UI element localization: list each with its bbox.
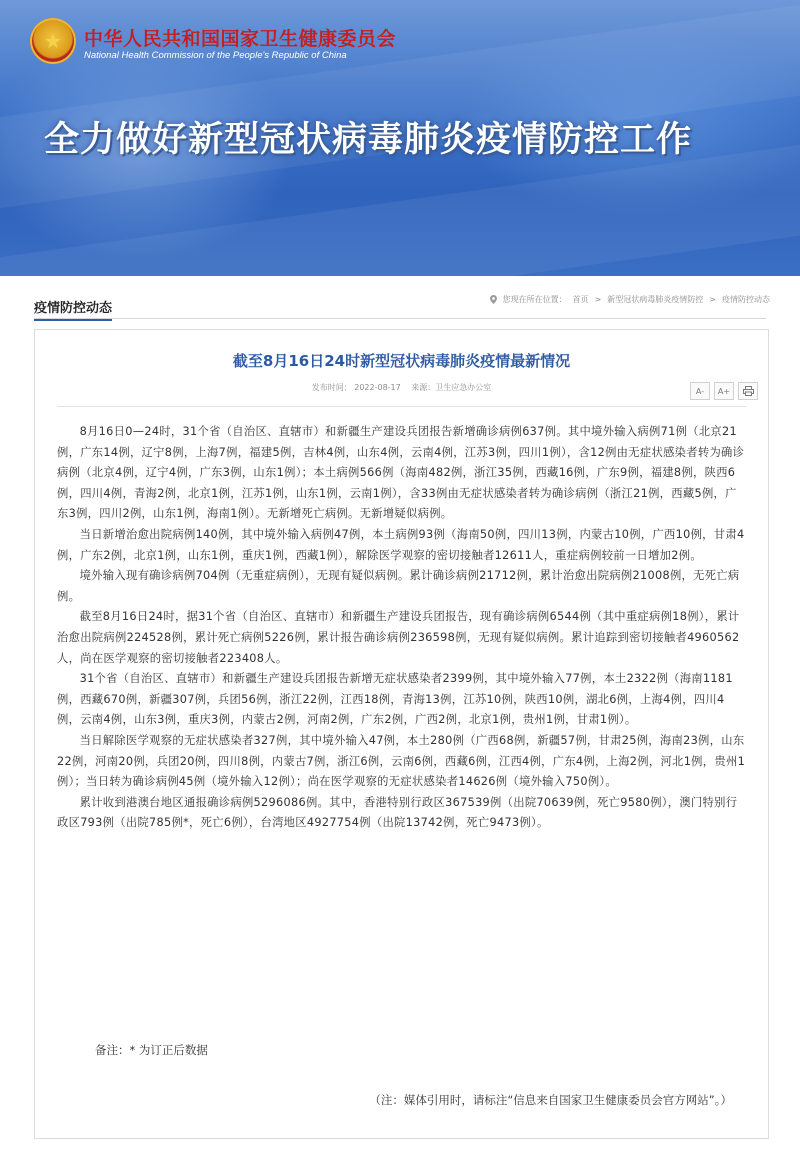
article-meta [35, 382, 768, 393]
font-decrease-button[interactable]: A- [690, 382, 710, 400]
breadcrumb-separator: > [594, 295, 602, 304]
breadcrumb-topic[interactable]: 新型冠状病毒肺炎疫情防控 [607, 295, 704, 304]
site-banner [0, 0, 800, 276]
print-icon [743, 386, 754, 396]
breadcrumb-separator: > [709, 295, 716, 304]
title-divider [57, 406, 746, 407]
article-paragraph: 8月16日0—24时，31个省（自治区、直辖市）和新疆生产建设兵团报告新增确诊病例637例。其中境外输入病例71例（北京21例，广东14例，辽宁8例，上海7例，福建5例，吉林4例，山东4例，云南4例，江苏3例，四川1例），含12例由无症状感染者转为确诊病例（北京4例，辽宁4例，广东3例，山东1例）；本土病例566例（海南482例，浙江35例，西藏16例，广东9例，福建8例，陕西6例，四川4例，青海2例，北京1例，江苏1例，山东1例，云南1例），含33例由无症状感染者转为确诊病例（浙江21例，西藏5例，广东3例，四川2例，山东1例，海南1例）。无新增死亡病例。无新增疑似病例。 [57, 425, 745, 521]
org-name-en: National Health Commission of the People's Republic of China [84, 50, 347, 61]
org-name-cn[interactable]: 中华人民共和国国家卫生健康委员会 [84, 28, 397, 50]
breadcrumb [490, 294, 770, 305]
citation-footnote: （注：媒体引用时，请标注“信息来自国家卫生健康委员会官方网站”。） [369, 1093, 732, 1107]
article-paragraph: 累计收到港澳台地区通报确诊病例5296086例。其中，香港特别行政区367539例（出院70639例，死亡9580例），澳门特别行政区793例（出院785例*，死亡6例），台湾地区4927754例（出院13742例，死亡9473例）。 [57, 795, 738, 830]
font-increase-button[interactable]: A+ [714, 382, 734, 400]
article-title: 截至8月16日24时新型冠状病毒肺炎疫情最新情况 [232, 352, 571, 370]
article-body [57, 422, 747, 834]
article-paragraph: 当日新增治愈出院病例140例，其中境外输入病例47例，本土病例93例（海南50例，四川13例，内蒙古10例，广西10例，甘肃4例，广东2例，北京1例，山东1例，重庆1例，西藏1例），解除医学观察的密切接触者12611人，重症病例较前一日增加2例。 [57, 527, 745, 562]
print-button[interactable] [738, 382, 758, 400]
publish-date: 发布时间： 2022-08-17 [311, 383, 401, 392]
article-paragraph: 截至8月16日24时，据31个省（自治区、直辖市）和新疆生产建设兵团报告，现有确诊病例6544例（其中重症病例18例），累计治愈出院病例224528例，累计死亡病例5226例，累计报告确诊病例236598例，无现有疑似病例。累计追踪到密切接触者4960562人，尚在医学观察的密切接触者223408人。 [57, 610, 740, 665]
banner-slogan: 全力做好新型冠状病毒肺炎疫情防控工作 [44, 120, 693, 160]
breadcrumb-current[interactable]: 疫情防控动态 [722, 295, 770, 304]
article-paragraph: 当日解除医学观察的无症状感染者327例，其中境外输入47例，本土280例（广西68例，新疆57例，甘肃25例，海南23例，山东22例，河南20例，兵团20例，四川8例，内蒙古7例，浙江6例，云南6例，西藏6例，江西4例，广东4例，上海2例，河北1例，贵州1例）；当日转为确诊病例45例（境外输入12例）；尚在医学观察的无症状感染者14626例（境外输入750例）。 [57, 733, 746, 789]
section-divider [34, 318, 766, 319]
article-note: 备注：* 为订正后数据 [95, 1043, 208, 1057]
national-emblem-icon[interactable]: ★ [30, 18, 76, 64]
breadcrumb-prefix: 您现在所在位置： [502, 295, 567, 304]
article-paragraph: 31个省（自治区、直辖市）和新疆生产建设兵团报告新增无症状感染者2399例，其中境外输入77例，本土2322例（海南1181例，西藏670例，新疆307例，兵团56例，浙江22例，江西18例，青海13例，江苏10例，陕西10例，湖北6例，上海4例，四川4例，云南4例，山东3例，重庆3例，内蒙古2例，河南2例，广东2例，广西2例，北京1例，贵州1例，甘肃1例）。 [57, 672, 733, 727]
location-pin-icon [490, 295, 497, 304]
article-tools [690, 382, 758, 400]
breadcrumb-home[interactable]: 首页 [572, 295, 589, 304]
section-title[interactable]: 疫情防控动态 [34, 297, 112, 321]
article-paragraph: 境外输入现有确诊病例704例（无重症病例），无现有疑似病例。累计确诊病例21712例，累计治愈出院病例21008例，无死亡病例。 [57, 569, 740, 603]
article-source: 来源：卫生应急办公室 [411, 383, 492, 392]
article-card [34, 329, 769, 1139]
